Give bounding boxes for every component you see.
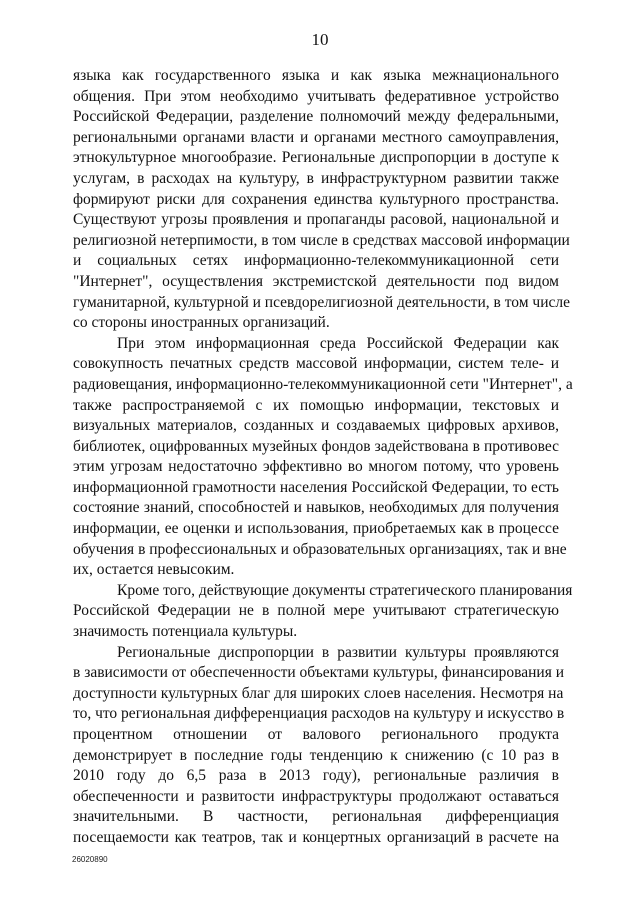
text-line: 2010 году до 6,5 раза в 2013 году), региональные различия в: [73, 767, 559, 785]
paragraph: [73, 581, 573, 643]
text-line: Региональные диспропорции в развитии культуры проявляются: [117, 643, 559, 661]
text-line: их, остается невысоким.: [73, 561, 235, 579]
text-line: "Интернет", осуществления экстремистской деятельности под видом: [73, 272, 559, 290]
text-line: гуманитарной, культурной и псевдорелигиозной деятельности, в том числе: [73, 293, 570, 311]
text-line: значимость потенциала культуры.: [73, 623, 298, 641]
text-line: общения. При этом необходимо учитывать федеративное устройство: [73, 87, 559, 105]
paragraph: [73, 66, 570, 334]
text-line: состояние знаний, способностей и навыков, необходимых для получения: [73, 499, 559, 517]
text-line: При этом информационная среда Российской Федерации как: [117, 334, 559, 352]
text-line: этнокультурное многообразие. Региональные диспропорции в доступе к: [73, 149, 559, 167]
text-line: языка как государственного языка и как языка межнационального: [73, 67, 559, 84]
text-line: значительными. В частности, региональная дифференциация: [73, 808, 559, 826]
text-line: Кроме того, действующие документы стратегического планирования: [117, 581, 573, 599]
text-line: со стороны иностранных организаций.: [73, 314, 330, 332]
text-line: посещаемости как театров, так и концертных организаций в расчете на: [73, 828, 559, 846]
page-number: 10: [311, 30, 329, 49]
text-line: Существуют угрозы проявления и пропаганды расовой, национальной и: [73, 211, 559, 229]
text-line: визуальных материалов, созданных и создаваемых цифровых архивов,: [73, 417, 559, 435]
text-line: и социальных сетях информационно-телекоммуникационной сети: [73, 252, 559, 270]
text-line: в зависимости от обеспеченности объектами культуры, финансирования и: [73, 664, 565, 682]
text-line: также распространяемой с их помощью информации, текстовых и: [73, 396, 559, 414]
text-line: региональными органами власти и органами местного самоуправления,: [73, 128, 559, 146]
paragraph: [73, 334, 573, 581]
text-line: этим угрозам недостаточно эффективно во многом потому, что уровень: [73, 458, 559, 476]
paragraph: [73, 643, 565, 849]
text-line: доступности культурных благ для широких слоев населения. Несмотря на: [73, 684, 564, 702]
document-body: [73, 66, 573, 849]
document-code: 26020890: [72, 855, 108, 864]
text-line: то, что региональная дифференциация расходов на культуру и искусство в: [73, 705, 565, 723]
text-line: религиозной нетерпимости, в том числе в средствах массовой информации: [73, 231, 570, 249]
text-line: обеспеченности и развитости инфраструктуры продолжают оставаться: [73, 787, 559, 805]
text-line: информации, ее оценки и использования, приобретаемых как в процессе: [73, 520, 559, 538]
text-line: процентном отношении от валового регионального продукта: [73, 726, 559, 743]
text-line: радиовещания, информационно-телекоммуникационной сети "Интернет", а: [73, 375, 573, 393]
text-line: Российской Федерации не в полной мере учитывают стратегическую: [73, 602, 559, 620]
text-line: библиотек, оцифрованных музейных фондов задействована в противовес: [73, 437, 559, 455]
text-line: информационной грамотности населения Российской Федерации, то есть: [73, 478, 559, 496]
text-line: обучения в профессиональных и образовательных организациях, так и вне: [73, 540, 567, 558]
text-line: услугам, в расходах на культуру, в инфраструктурном развитии также: [73, 169, 559, 187]
text-line: формируют риски для сохранения единства культурного пространства.: [73, 190, 559, 208]
text-line: совокупность печатных средств массовой информации, систем теле- и: [73, 355, 559, 373]
text-line: Российской Федерации, разделение полномочий между федеральными,: [73, 108, 559, 126]
text-line: демонстрирует в последние годы тенденцию к снижению (с 10 раз в: [73, 746, 559, 764]
